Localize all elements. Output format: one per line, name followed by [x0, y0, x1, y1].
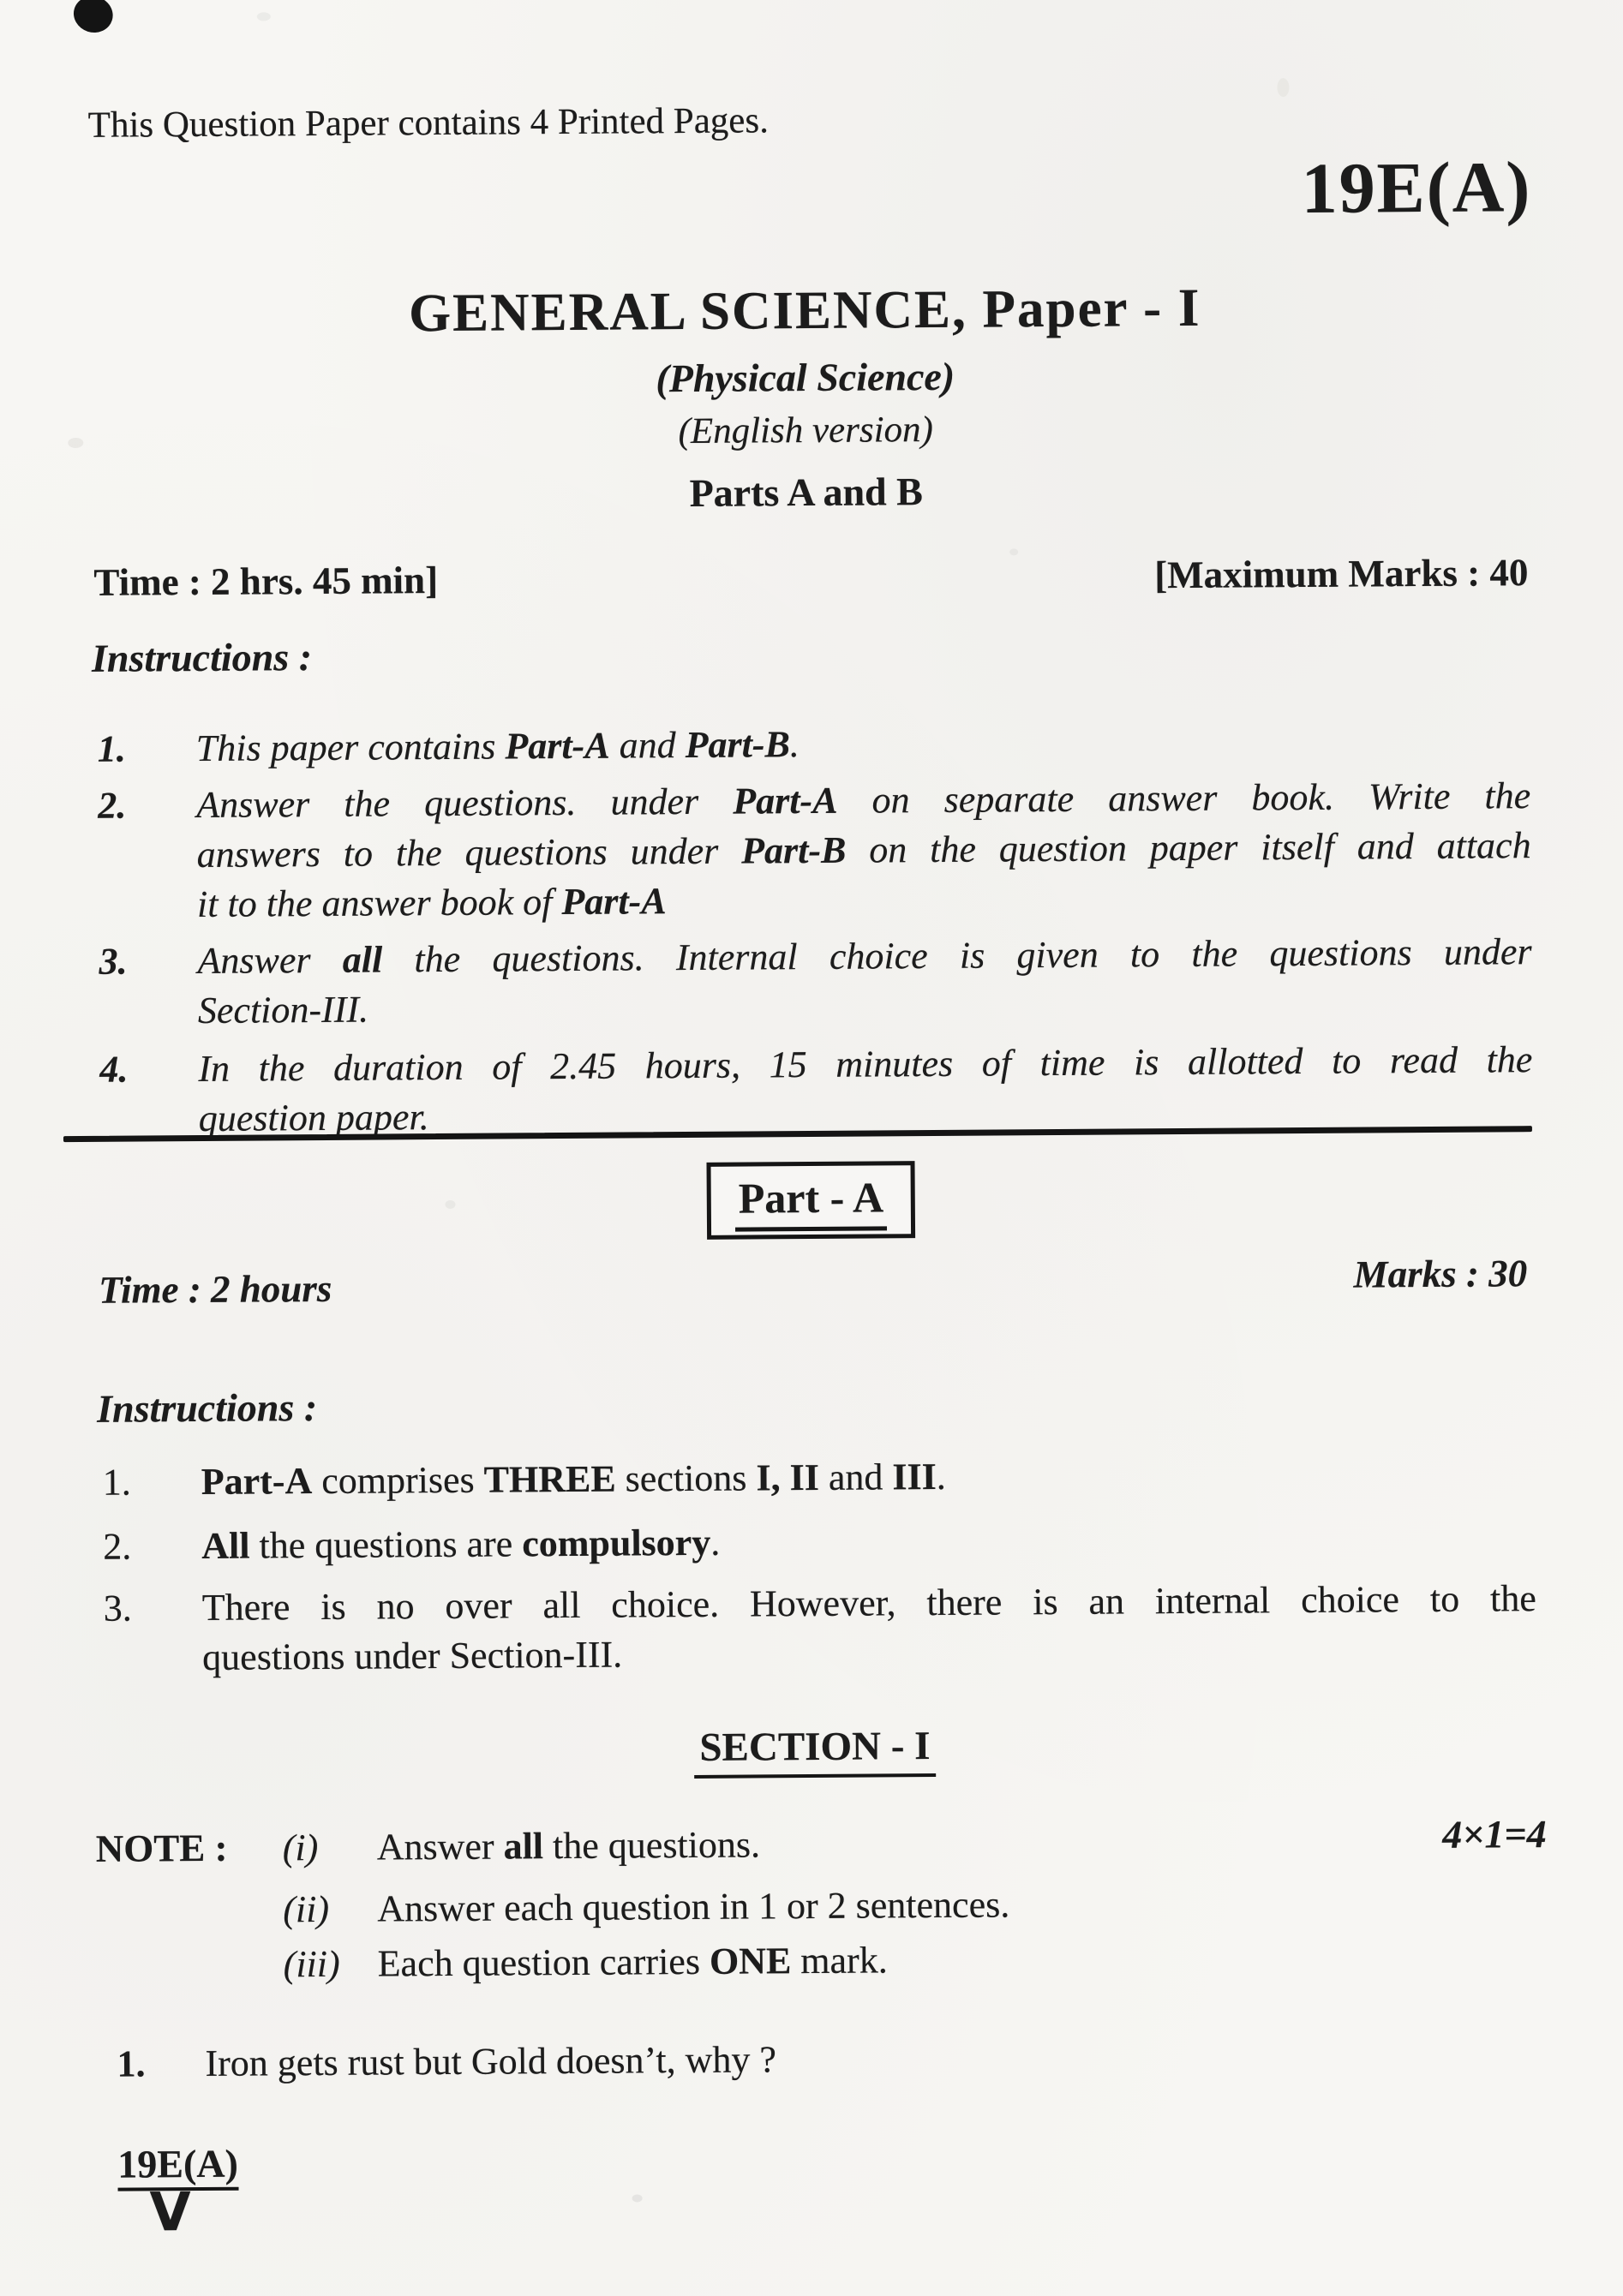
- printed-pages-note: This Question Paper contains 4 Printed Pages.: [87, 100, 770, 146]
- part-a-marks-label: Marks : 30: [1353, 1252, 1528, 1296]
- note-item: [283, 1818, 1311, 1871]
- instruction-text: Section-III.: [197, 988, 369, 1031]
- instruction-text: questions under Section-III.: [202, 1633, 623, 1678]
- scan-artifact-speck: [257, 12, 271, 21]
- note-number: (ii): [283, 1887, 330, 1931]
- note-text: Answer all the questions.: [376, 1823, 761, 1868]
- paper-title: GENERAL SCIENCE, Paper - I: [408, 277, 1201, 344]
- instruction-item: [98, 771, 1531, 930]
- part-a-time-label: Time : 2 hours: [99, 1266, 332, 1312]
- part-a-instruction-item: [104, 1574, 1537, 1683]
- part-a-instruction-item: [103, 1448, 1536, 1508]
- parts-subtitle: Parts A and B: [689, 469, 924, 515]
- version-subtitle: (English version): [678, 409, 934, 452]
- instruction-text: Answer the questions. under Part-A on separate answer book. Write the: [196, 774, 1531, 826]
- maximum-marks-label: [Maximum Marks : 40: [1154, 551, 1529, 597]
- instruction-text: Answer all the questions. Internal choice is given to the questions under: [197, 930, 1532, 982]
- instruction-text: question paper.: [198, 1096, 429, 1139]
- note-number: (iii): [283, 1942, 340, 1986]
- instruction-number: 3.: [99, 940, 128, 983]
- instruction-number: 2.: [98, 784, 127, 827]
- part-a-heading-box: [706, 1161, 915, 1240]
- instruction-number: 4.: [99, 1048, 129, 1091]
- instruction-text: All the questions are compulsory.: [201, 1521, 721, 1567]
- scan-artifact-speck: [1277, 78, 1289, 97]
- note-number: (i): [282, 1827, 319, 1869]
- instruction-item: [99, 927, 1532, 1037]
- instructions-heading: Instructions :: [91, 635, 313, 680]
- instruction-number: 3.: [103, 1587, 132, 1629]
- note-text: Each question carries ONE mark.: [377, 1939, 888, 1985]
- note-label: NOTE :: [95, 1826, 228, 1870]
- scan-artifact-corner: [69, 0, 118, 38]
- time-allowed-label: Time : 2 hrs. 45 min]: [93, 559, 439, 604]
- instruction-text: There is no over all choice. However, there is an internal choice to the: [201, 1577, 1536, 1629]
- scan-artifact-speck: [445, 1200, 455, 1209]
- instruction-text: it to the answer book of Part-A: [196, 880, 667, 925]
- section-1-heading-row: [3, 1718, 1623, 1783]
- subject-subtitle: (Physical Science): [656, 354, 955, 401]
- scan-artifact-speck: [1009, 548, 1018, 555]
- instruction-text: answers to the questions under Part-B on the question paper itself and attach: [196, 824, 1531, 876]
- question-1: [117, 2030, 1539, 2089]
- instruction-text: Part-A comprises THREE sections I, II and III.: [201, 1455, 946, 1503]
- section-1-heading: SECTION - I: [694, 1723, 935, 1779]
- footer-paper-code: 19E(A): [117, 2141, 238, 2191]
- note-item: [284, 1934, 1312, 1988]
- note-item: [283, 1880, 1311, 1933]
- scan-artifact-speck: [632, 2194, 643, 2202]
- instruction-item: [98, 715, 1530, 774]
- question-text: Iron gets rust but Gold doesn’t, why ?: [205, 2038, 777, 2084]
- marks-formula: 4×1=4: [1442, 1812, 1547, 1857]
- instruction-number: 1.: [97, 727, 126, 770]
- part-a-heading: Part - A: [735, 1173, 888, 1231]
- part-a-instructions-heading: Instructions :: [96, 1385, 318, 1431]
- instruction-text: This paper contains Part-A and Part-B.: [195, 723, 800, 769]
- question-number: 1.: [117, 2042, 146, 2085]
- footer-page-mark: V: [149, 2180, 191, 2244]
- part-a-instruction-item: [103, 1512, 1536, 1572]
- instruction-text: In the duration of 2.45 hours, 15 minutes of time is allotted to read the: [198, 1038, 1533, 1090]
- instruction-number: 1.: [102, 1461, 131, 1504]
- paper-code: 19E(A): [1301, 147, 1532, 229]
- instruction-number: 2.: [103, 1525, 132, 1568]
- note-text: Answer each question in 1 or 2 sentences.: [377, 1883, 1010, 1930]
